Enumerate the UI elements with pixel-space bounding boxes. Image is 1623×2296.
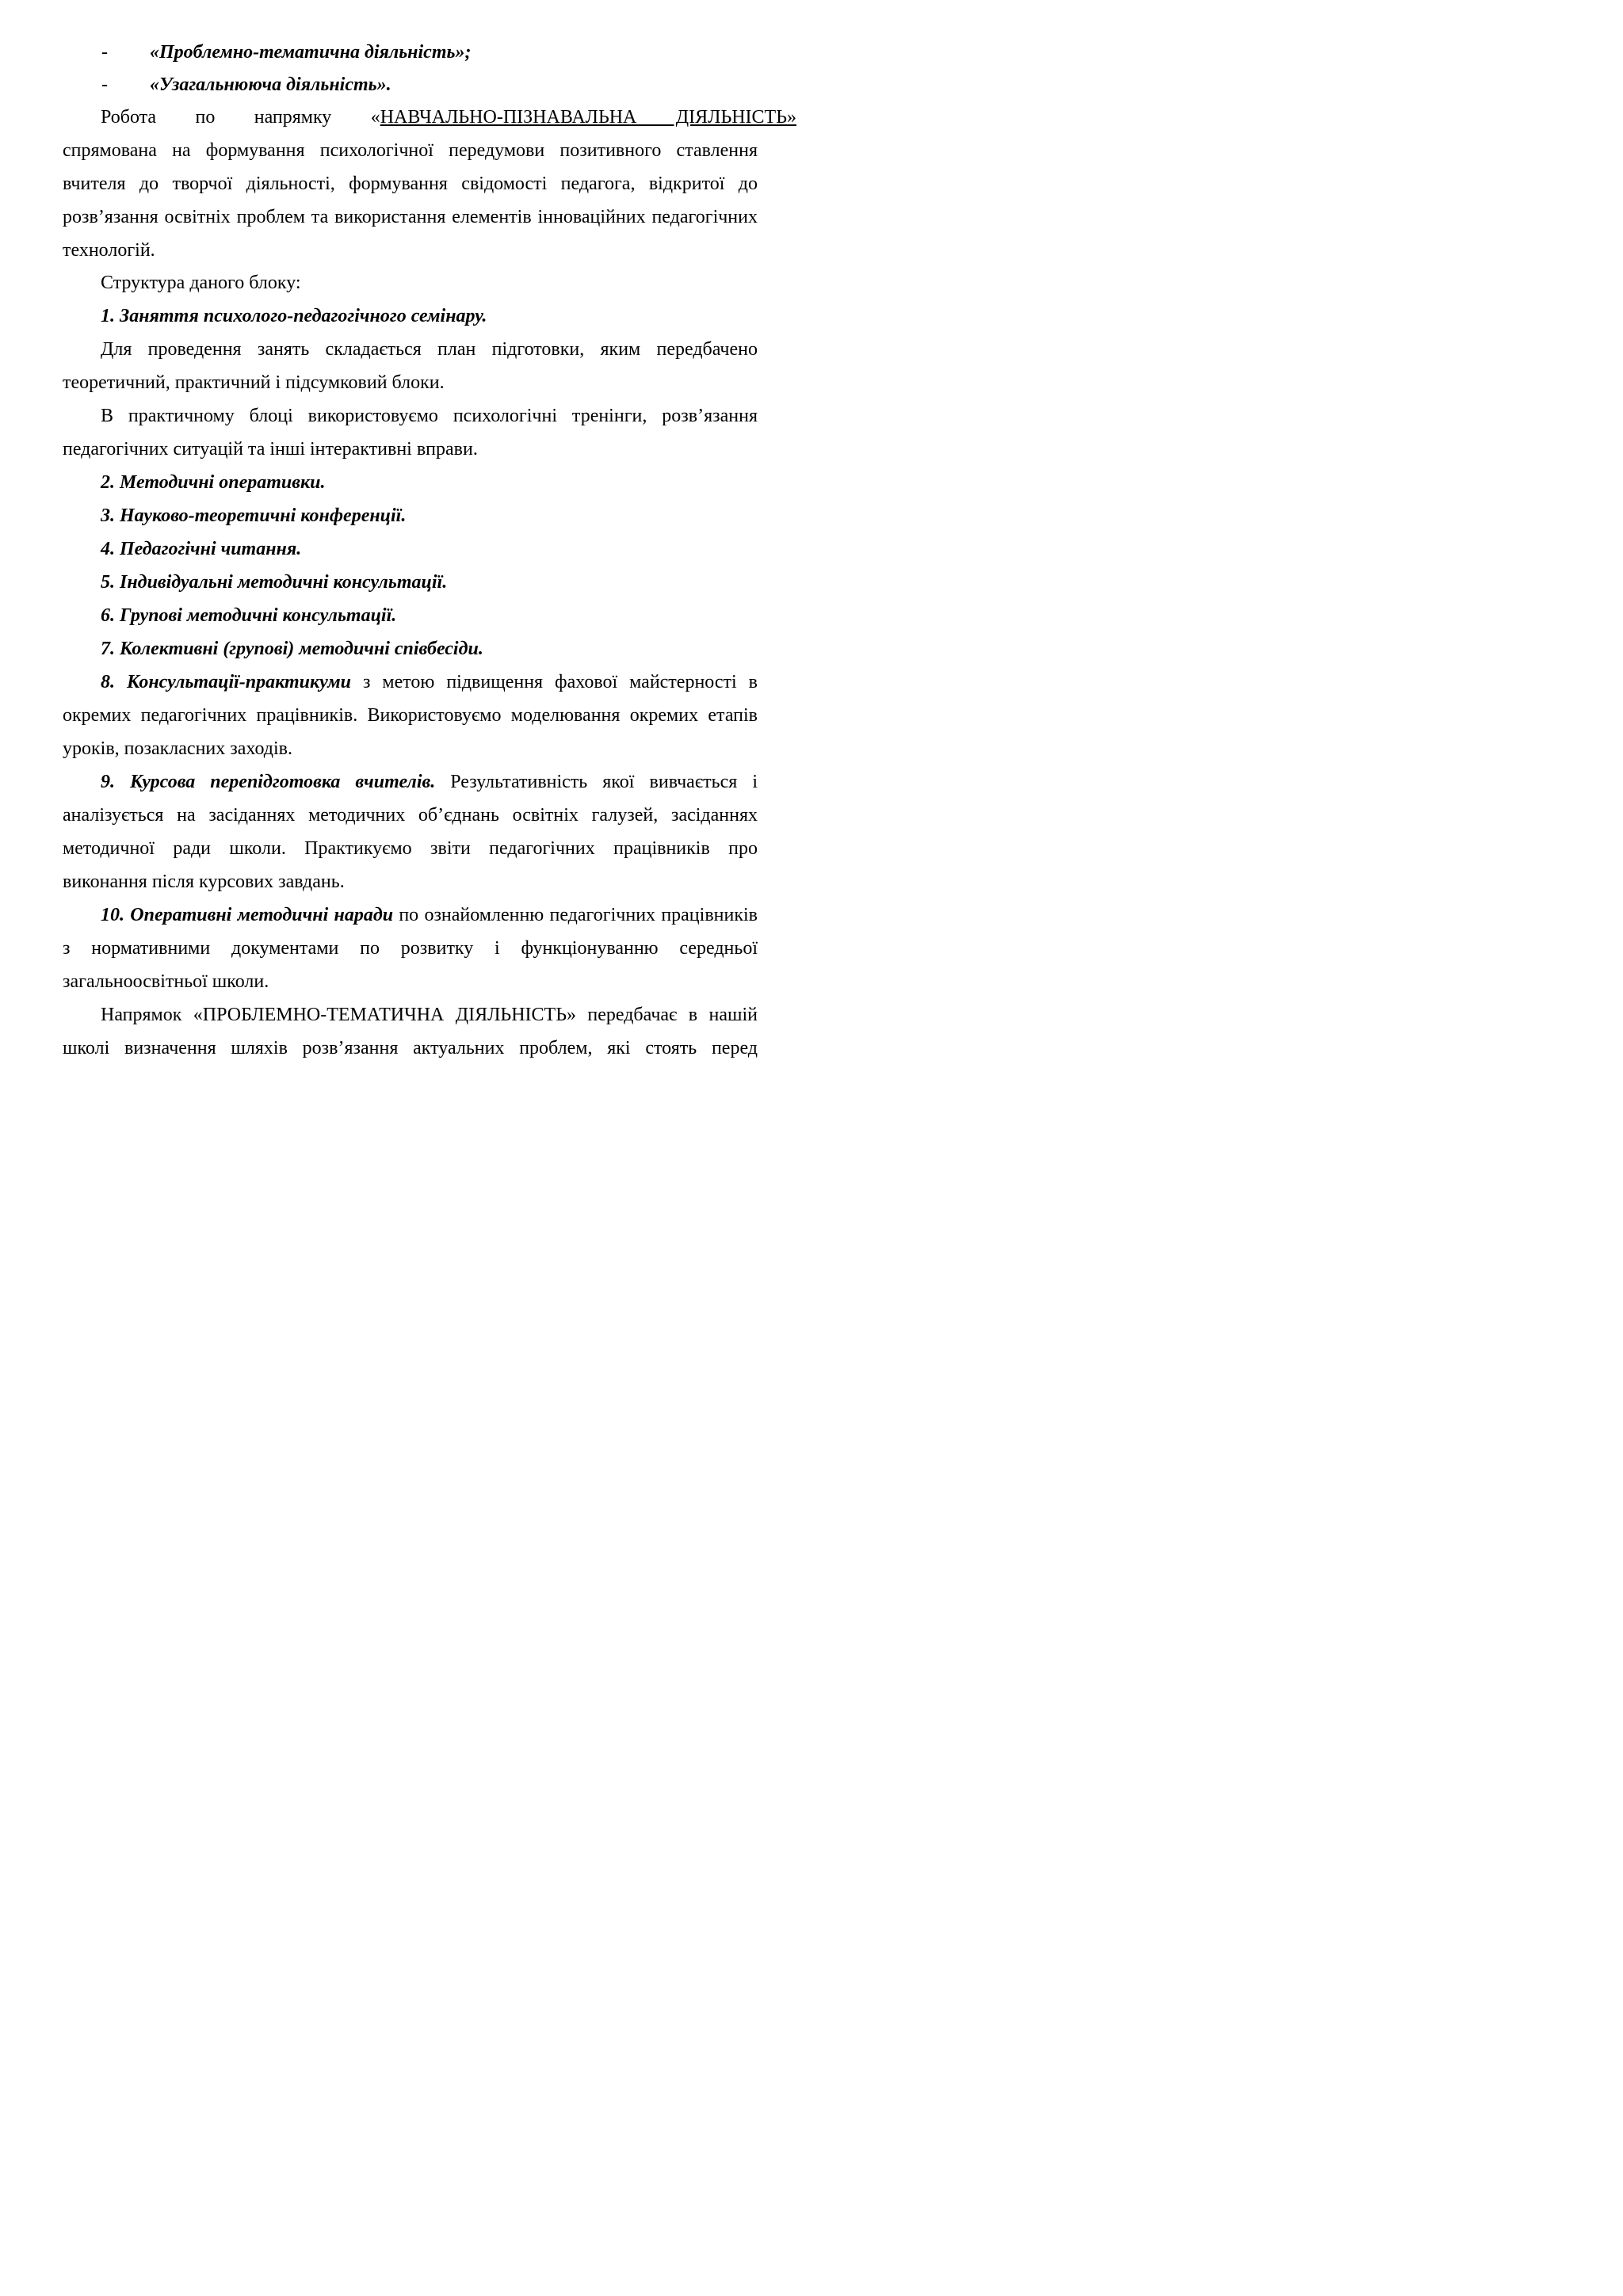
paragraph-line: 10. Оперативні методичні наради по ознайомленню педагогічних працівників	[101, 905, 758, 925]
paragraph-line: уроків, позакласних заходів.	[63, 738, 293, 759]
paragraph-line: Напрямок «ПРОБЛЕМНО-ТЕМАТИЧНА ДІЯЛЬНІСТЬ» передбачає в нашій	[101, 1005, 758, 1025]
list-item-lead: 10. Оперативні методичні наради	[101, 905, 394, 925]
bullet-dash: -	[101, 74, 108, 95]
list-item: 7. Колективні (групові) методичні співбесіди.	[101, 639, 483, 659]
bullet-dash: -	[101, 42, 108, 63]
paragraph-line: вчителя до творчої діяльності, формування свідомості педагога, відкритої до	[63, 174, 758, 194]
list-item: 6. Групові методичні консультації.	[101, 605, 397, 626]
paragraph-line: аналізується на засіданнях методичних об’єднань освітніх галузей, засіданнях	[63, 805, 758, 826]
paragraph-line: В практичному блоці використовуємо психологічні тренінги, розв’язання	[101, 406, 758, 426]
paragraph-line: 9. Курсова перепідготовка вчителів. Результативність якої вивчається і	[101, 772, 758, 792]
paragraph-line: спрямована на формування психологічної передумови позитивного ставлення	[63, 140, 758, 161]
list-item-lead: 8. Консультації-практикуми	[101, 672, 351, 692]
structure-label: Структура даного блоку:	[101, 273, 301, 293]
paragraph-line: технологій.	[63, 240, 155, 261]
paragraph-line: з нормативними документами по розвитку і функціонуванню середньої	[63, 938, 758, 959]
document-page	[0, 0, 812, 1148]
paragraph-line: окремих педагогічних працівників. Використовуємо моделювання окремих етапів	[63, 705, 758, 726]
paragraph-line: методичної ради школи. Практикуємо звіти педагогічних працівників про	[63, 838, 758, 859]
paragraph-line: теоретичний, практичний і підсумковий блоки.	[63, 372, 445, 393]
paragraph-line: 8. Консультації-практикуми з метою підвищення фахової майстерності в	[101, 672, 758, 692]
list-item: 3. Науково-теоретичні конференції.	[101, 505, 407, 526]
paragraph-line: школі визначення шляхів розв’язання актуальних проблем, які стоять перед	[63, 1038, 758, 1058]
paragraph-line: Для проведення занять складається план підготовки, яким передбачено	[101, 339, 758, 360]
paragraph-line: виконання після курсових завдань.	[63, 871, 345, 892]
paragraph-line: Робота по напрямку «НАВЧАЛЬНО-ПІЗНАВАЛЬНА ДІЯЛЬНІСТЬ»	[101, 107, 796, 128]
list-item-lead: 9. Курсова перепідготовка вчителів.	[101, 772, 436, 792]
list-item: 5. Індивідуальні методичні консультації.	[101, 572, 448, 593]
paragraph-line: розв’язання освітніх проблем та використання елементів інноваційних педагогічних	[63, 207, 758, 227]
underlined-heading: НАВЧАЛЬНО-ПІЗНАВАЛЬНА ДІЯЛЬНІСТЬ»	[380, 107, 796, 128]
bullet-text: «Проблемно-тематична діяльність»;	[150, 42, 472, 63]
paragraph-line: педагогічних ситуацій та інші інтерактивні вправи.	[63, 439, 478, 460]
section-heading: 1. Заняття психолого-педагогічного семінару.	[101, 306, 487, 326]
bullet-text: «Узагальнююча діяльність».	[150, 74, 391, 95]
list-item: 2. Методичні оперативки.	[101, 472, 326, 493]
list-item: 4. Педагогічні читання.	[101, 539, 302, 559]
paragraph-line: загальноосвітньої школи.	[63, 971, 269, 992]
